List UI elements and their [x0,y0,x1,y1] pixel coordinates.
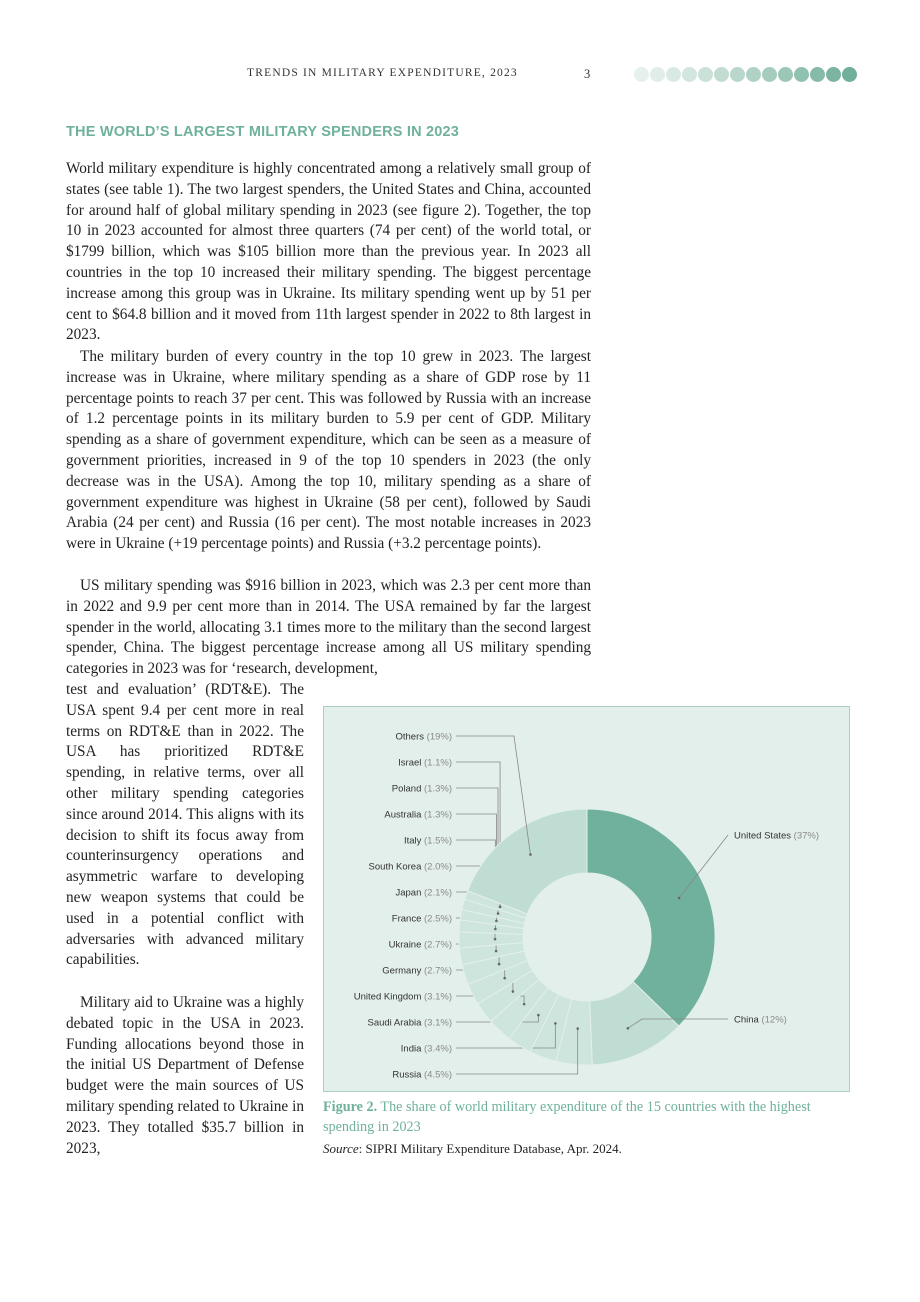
label-text: Russia (4.5%) [392,1069,452,1081]
label-text: United Kingdom (3.1%) [353,991,452,1003]
label-text: Germany (2.7%) [382,965,452,977]
leader-dot [627,1027,630,1030]
label-text: Poland (1.3%) [391,783,452,795]
figure-source [323,1141,622,1157]
decorative-dot [714,67,729,82]
label-text: South Korea (2.0%) [368,861,452,873]
leader-dot [497,912,500,915]
decorative-dot [666,67,681,82]
source-text: : SIPRI Military Expenditure Database, Apr. 2024. [358,1141,622,1156]
leader-dot [494,938,497,941]
label-text: Saudi Arabia (3.1%) [367,1017,452,1029]
figure-2-chart [323,706,850,1092]
donut-chart [324,707,851,1093]
decorative-dot [730,67,745,82]
leader-dot [495,920,498,923]
section-title: THE WORLD’S LARGEST MILITARY SPENDERS IN 2023 [66,124,460,140]
label-text: Others (19%) [395,731,452,743]
leader-dot [499,906,502,909]
body-paragraph-4: Military aid to Ukraine was a highly debated topic in the USA in 2023. Funding allocations beyond those in the initial US Department of Defense budget were the main sources of US military spending related to Ukraine in 2023. They totalled $35.7 billion in 2023, [66,994,304,1157]
body-paragraph-3-continued: test and evaluation’ (RDT&E). The USA spent 9.4 per cent more in real terms on RDT&E than in 2022. The USA has prioritized RDT&E spending, in relative terms, over all other military spending categories since around 2014. This aligns with its decision to shift its focus away from counterinsurgency operations and asymmetric warfare to developing new weapon systems that could be used in a potential conflict with adversaries with advanced military capabilities. [66,681,304,969]
body-paragraph-3: US military spending was $916 billion in 2023, which was 2.3 per cent more than in 2022 and 9.9 per cent more than in 2014. The USA remained by far the largest spender in the world, allocating 3.1 times more to the military than the second largest spender, China. The biggest percentage increase among all US military spending categories in 2023 was for ‘research, development, [66,577,591,678]
label-text: United States (37%) [734,830,820,842]
decorative-dot [650,67,665,82]
label-text: France (2.5%) [391,913,452,925]
label-text: Israel (1.1%) [398,757,452,769]
leader-dot [554,1022,557,1025]
decorative-dot [826,67,841,82]
leader-dot [529,853,532,856]
body-paragraph-2: The military burden of every country in the top 10 grew in 2023. The largest increase was in Ukraine, where military spending as a share of GDP rose by 11 percentage points to reach 37 per cent. This was followed by Russia with an increase of 1.2 percentage points in its military burden to 5.9 per cent of GDP. Military spending as a share of government expenditure, which can be seen as a measure of government priorities, increased in 9 of the top 10 spenders in 2023 (the only decrease was in the USA). Among the top 10, military spending as a share of government expenditure was highest in Ukraine (58 per cent), followed by Saudi Arabia (24 per cent) and Russia (16 per cent). The most notable increases in 2023 were in Ukraine (+19 percentage points) and Russia (+3.2 percentage points). [66,348,591,553]
running-head: TRENDS IN MILITARY EXPENDITURE, 2023 [247,67,518,79]
leader-dot [678,897,681,900]
page-number: 3 [584,67,591,81]
label-text: Australia (1.3%) [384,809,452,821]
label-text: Ukraine (2.7%) [388,939,452,951]
body-paragraph-1: World military expenditure is highly concentrated among a relatively small group of states (see table 1). The two largest spenders, the United States and China, accounted for around half of global military spending in 2023 (see figure 2). Together, the top 10 in 2023 accounted for almost three quarters (74 per cent) of the world total, or $1799 billion, which was $105 billion more than the previous year. In 2023 all countries in the top 10 increased their military spending. The biggest percentage increase among this group was in Ukraine. Its military spending went up by 51 per cent to $64.8 billion and it moved from 11th largest spender in 2022 to 8th largest in 2023. [66,160,591,344]
leader-dot [494,928,497,931]
decorative-dot [778,67,793,82]
figure-caption [323,1097,850,1137]
slice-others [468,809,587,914]
leader-dot [495,950,498,953]
label-text: China (12%) [734,1014,787,1026]
decorative-dot [794,67,809,82]
leader-dot [512,990,515,993]
slice-united-states [587,809,715,1026]
figure-caption-text: The share of world military expenditure of the 15 countries with the highest spending in 2023 [323,1099,811,1135]
label-text: India (3.4%) [400,1043,452,1055]
label-text: Japan (2.1%) [395,887,452,899]
leader-dot [523,1003,526,1006]
decorative-dot [746,67,761,82]
decorative-dot [810,67,825,82]
decorative-dot [698,67,713,82]
figure-label: Figure 2. [323,1099,378,1115]
decorative-dot [634,67,649,82]
leader-dot [498,963,501,966]
leader-dot [537,1014,540,1017]
decorative-dot [842,67,857,82]
decorative-dot [682,67,697,82]
source-label: Source [323,1141,359,1156]
leader-dot [503,977,506,980]
label-text: Italy (1.5%) [403,835,452,847]
leader-dot [576,1027,579,1030]
decorative-dot [762,67,777,82]
